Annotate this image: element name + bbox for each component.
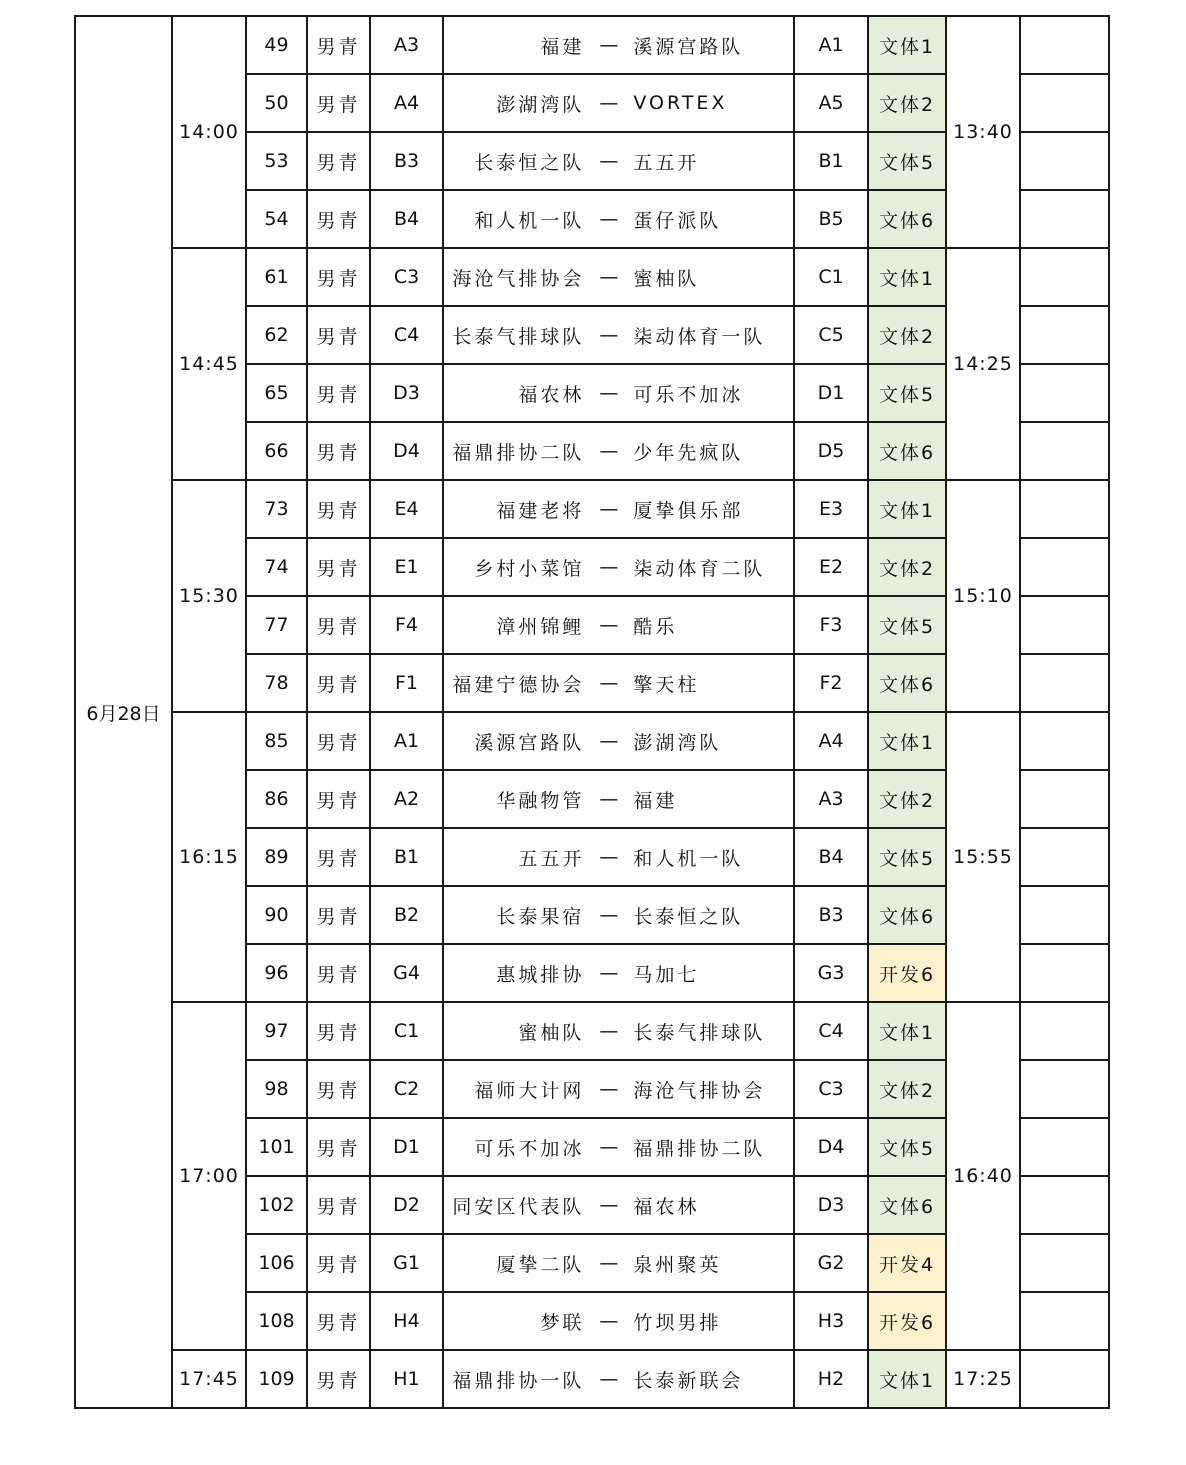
- matchup-cell: [443, 74, 794, 132]
- matchup-cell: [443, 132, 794, 190]
- match-number: 78: [246, 654, 307, 712]
- matchup: [444, 728, 793, 755]
- match-number: 74: [246, 538, 307, 596]
- away-team: 五五开: [633, 151, 700, 174]
- home-team: 梦联: [540, 1311, 585, 1334]
- matchup: [444, 786, 793, 813]
- match-category: 男青: [307, 248, 370, 306]
- home-group-code: D1: [370, 1118, 443, 1176]
- matchup-cell: [443, 886, 794, 944]
- matchup-cell: [443, 1234, 794, 1292]
- venue-cell: 文体2: [868, 770, 946, 828]
- venue-cell: 文体1: [868, 1002, 946, 1060]
- home-team: 五五开: [518, 847, 585, 870]
- match-number: 108: [246, 1292, 307, 1350]
- match-number: 89: [246, 828, 307, 886]
- versus-dash: —: [599, 1368, 619, 1390]
- blank-cell: [1020, 1118, 1109, 1176]
- venue-cell: 文体6: [868, 654, 946, 712]
- versus-dash: —: [599, 788, 619, 810]
- home-group-code: H4: [370, 1292, 443, 1350]
- versus-dash: —: [599, 440, 619, 462]
- home-team: 福建: [540, 35, 585, 58]
- blank-cell: [1020, 828, 1109, 886]
- home-group-code: F4: [370, 596, 443, 654]
- match-category: 男青: [307, 480, 370, 538]
- match-category: 男青: [307, 654, 370, 712]
- away-group-code: G3: [794, 944, 868, 1002]
- matchup-cell: [443, 1176, 794, 1234]
- matchup: [444, 496, 793, 523]
- away-team: 擎天柱: [633, 673, 700, 696]
- match-number: 85: [246, 712, 307, 770]
- matchup-cell: [443, 1060, 794, 1118]
- venue-cell: 文体6: [868, 422, 946, 480]
- match-number: 102: [246, 1176, 307, 1234]
- match-category: 男青: [307, 944, 370, 1002]
- blank-cell: [1020, 248, 1109, 306]
- match-number: 50: [246, 74, 307, 132]
- away-group-code: D4: [794, 1118, 868, 1176]
- blank-cell: [1020, 480, 1109, 538]
- matchup: [444, 612, 793, 639]
- matchup-cell: [443, 248, 794, 306]
- versus-dash: —: [599, 614, 619, 636]
- home-team: 长泰果宿: [496, 905, 585, 928]
- versus-dash: —: [599, 382, 619, 404]
- away-group-code: A4: [794, 712, 868, 770]
- venue-cell: 文体6: [868, 1176, 946, 1234]
- away-team: 泉州聚英: [633, 1253, 722, 1276]
- away-group-code: F3: [794, 596, 868, 654]
- blank-cell: [1020, 132, 1109, 190]
- match-number: 86: [246, 770, 307, 828]
- matchup-cell: [443, 364, 794, 422]
- matchup: [444, 670, 793, 697]
- match-category: 男青: [307, 828, 370, 886]
- table-row: [75, 1350, 1109, 1408]
- venue-cell: 开发4: [868, 1234, 946, 1292]
- match-number: 53: [246, 132, 307, 190]
- matchup-cell: [443, 306, 794, 364]
- away-group-code: A5: [794, 74, 868, 132]
- home-group-code: A2: [370, 770, 443, 828]
- slot-warmup-time: 15:10: [946, 480, 1020, 712]
- home-group-code: E1: [370, 538, 443, 596]
- match-category: 男青: [307, 74, 370, 132]
- matchup-cell: [443, 16, 794, 74]
- home-group-code: D2: [370, 1176, 443, 1234]
- venue-cell: 文体1: [868, 16, 946, 74]
- away-team: 福建: [633, 789, 678, 812]
- blank-cell: [1020, 1060, 1109, 1118]
- home-group-code: A1: [370, 712, 443, 770]
- home-team: 华融物管: [496, 789, 585, 812]
- home-group-code: A4: [370, 74, 443, 132]
- match-category: 男青: [307, 16, 370, 74]
- away-team: 柒动体育二队: [633, 557, 766, 580]
- blank-cell: [1020, 596, 1109, 654]
- table-row: [75, 16, 1109, 74]
- away-team: 酷乐: [633, 615, 678, 638]
- match-category: 男青: [307, 1292, 370, 1350]
- matchup: [444, 32, 793, 59]
- matchup-cell: [443, 712, 794, 770]
- matchup: [444, 1308, 793, 1335]
- home-team: 海沧气排协会: [452, 267, 585, 290]
- away-group-code: H2: [794, 1350, 868, 1408]
- home-team: 福鼎排协一队: [452, 1369, 585, 1392]
- home-group-code: B4: [370, 190, 443, 248]
- match-number: 109: [246, 1350, 307, 1408]
- home-team: 长泰气排球队: [452, 325, 585, 348]
- matchup: [444, 438, 793, 465]
- slot-start-time: 14:00: [172, 16, 246, 248]
- slot-start-time: 14:45: [172, 248, 246, 480]
- matchup: [444, 148, 793, 175]
- matchup: [444, 322, 793, 349]
- away-group-code: H3: [794, 1292, 868, 1350]
- matchup: [444, 90, 793, 117]
- venue-cell: 文体6: [868, 886, 946, 944]
- match-number: 61: [246, 248, 307, 306]
- blank-cell: [1020, 190, 1109, 248]
- blank-cell: [1020, 1002, 1109, 1060]
- match-category: 男青: [307, 770, 370, 828]
- home-team: 漳州锦鲤: [496, 615, 585, 638]
- matchup-cell: [443, 1350, 794, 1408]
- away-team: 少年先疯队: [633, 441, 744, 464]
- away-group-code: A1: [794, 16, 868, 74]
- away-group-code: D3: [794, 1176, 868, 1234]
- away-team: 澎湖湾队: [633, 731, 722, 754]
- away-group-code: B3: [794, 886, 868, 944]
- blank-cell: [1020, 16, 1109, 74]
- match-number: 106: [246, 1234, 307, 1292]
- venue-cell: 文体2: [868, 1060, 946, 1118]
- away-team: 长泰恒之队: [633, 905, 744, 928]
- away-team: 溪源宫路队: [633, 35, 744, 58]
- versus-dash: —: [599, 498, 619, 520]
- match-category: 男青: [307, 422, 370, 480]
- versus-dash: —: [599, 672, 619, 694]
- blank-cell: [1020, 654, 1109, 712]
- matchup-cell: [443, 654, 794, 712]
- away-team: 海沧气排协会: [633, 1079, 766, 1102]
- blank-cell: [1020, 74, 1109, 132]
- venue-cell: 文体1: [868, 1350, 946, 1408]
- home-group-code: D4: [370, 422, 443, 480]
- match-number: 65: [246, 364, 307, 422]
- away-team: 蜜柚队: [633, 267, 700, 290]
- match-category: 男青: [307, 190, 370, 248]
- slot-start-time: 17:45: [172, 1350, 246, 1408]
- home-team: 和人机一队: [474, 209, 585, 232]
- away-team: 蛋仔派队: [633, 209, 722, 232]
- home-group-code: G1: [370, 1234, 443, 1292]
- table-row: [75, 1002, 1109, 1060]
- venue-cell: 文体5: [868, 132, 946, 190]
- venue-cell: 开发6: [868, 1292, 946, 1350]
- match-category: 男青: [307, 1234, 370, 1292]
- venue-cell: 文体2: [868, 74, 946, 132]
- venue-cell: 文体5: [868, 1118, 946, 1176]
- match-category: 男青: [307, 1176, 370, 1234]
- home-group-code: C4: [370, 306, 443, 364]
- home-team: 澎湖湾队: [496, 93, 585, 116]
- match-category: 男青: [307, 1118, 370, 1176]
- slot-warmup-time: 15:55: [946, 712, 1020, 1002]
- blank-cell: [1020, 770, 1109, 828]
- versus-dash: —: [599, 1310, 619, 1332]
- venue-cell: 文体2: [868, 538, 946, 596]
- home-team: 福鼎排协二队: [452, 441, 585, 464]
- blank-cell: [1020, 364, 1109, 422]
- matchup-cell: [443, 1292, 794, 1350]
- matchup: [444, 1134, 793, 1161]
- slot-warmup-time: 14:25: [946, 248, 1020, 480]
- home-group-code: E4: [370, 480, 443, 538]
- home-team: 长泰恒之队: [474, 151, 585, 174]
- matchup: [444, 1076, 793, 1103]
- match-number: 49: [246, 16, 307, 74]
- home-group-code: H1: [370, 1350, 443, 1408]
- venue-cell: 文体6: [868, 190, 946, 248]
- home-team: 厦挚二队: [496, 1253, 585, 1276]
- away-team: 柒动体育一队: [633, 325, 766, 348]
- blank-cell: [1020, 538, 1109, 596]
- matchup-cell: [443, 828, 794, 886]
- away-group-code: C5: [794, 306, 868, 364]
- match-category: 男青: [307, 132, 370, 190]
- matchup: [444, 902, 793, 929]
- blank-cell: [1020, 1292, 1109, 1350]
- slot-warmup-time: 16:40: [946, 1002, 1020, 1350]
- matchup-cell: [443, 538, 794, 596]
- versus-dash: —: [599, 556, 619, 578]
- slot-start-time: 15:30: [172, 480, 246, 712]
- away-team: 和人机一队: [633, 847, 744, 870]
- match-category: 男青: [307, 1350, 370, 1408]
- matchup: [444, 380, 793, 407]
- versus-dash: —: [599, 1194, 619, 1216]
- table-row: [75, 712, 1109, 770]
- match-number: 96: [246, 944, 307, 1002]
- match-category: 男青: [307, 1060, 370, 1118]
- away-group-code: B5: [794, 190, 868, 248]
- venue-cell: 文体5: [868, 828, 946, 886]
- blank-cell: [1020, 306, 1109, 364]
- versus-dash: —: [599, 1078, 619, 1100]
- match-category: 男青: [307, 364, 370, 422]
- away-group-code: A3: [794, 770, 868, 828]
- away-group-code: B4: [794, 828, 868, 886]
- slot-start-time: 17:00: [172, 1002, 246, 1350]
- matchup: [444, 960, 793, 987]
- schedule-table: [74, 15, 1110, 1409]
- match-category: 男青: [307, 538, 370, 596]
- blank-cell: [1020, 944, 1109, 1002]
- home-team: 蜜柚队: [518, 1021, 585, 1044]
- match-number: 66: [246, 422, 307, 480]
- away-team: 长泰新联会: [633, 1369, 744, 1392]
- matchup: [444, 1366, 793, 1393]
- match-category: 男青: [307, 886, 370, 944]
- home-team: 福建宁德协会: [452, 673, 585, 696]
- match-number: 73: [246, 480, 307, 538]
- away-group-code: B1: [794, 132, 868, 190]
- venue-cell: 文体1: [868, 480, 946, 538]
- versus-dash: —: [599, 34, 619, 56]
- home-group-code: B1: [370, 828, 443, 886]
- match-number: 101: [246, 1118, 307, 1176]
- home-team: 溪源宫路队: [474, 731, 585, 754]
- home-group-code: B3: [370, 132, 443, 190]
- blank-cell: [1020, 886, 1109, 944]
- away-team: 厦挚俱乐部: [633, 499, 744, 522]
- away-team: 长泰气排球队: [633, 1021, 766, 1044]
- home-team: 同安区代表队: [452, 1195, 585, 1218]
- versus-dash: —: [599, 1252, 619, 1274]
- home-team: 福农林: [518, 383, 585, 406]
- versus-dash: —: [599, 150, 619, 172]
- schedule-body: [75, 16, 1109, 1408]
- versus-dash: —: [599, 266, 619, 288]
- slot-warmup-time: 13:40: [946, 16, 1020, 248]
- matchup: [444, 206, 793, 233]
- matchup-cell: [443, 422, 794, 480]
- home-group-code: C1: [370, 1002, 443, 1060]
- away-group-code: C4: [794, 1002, 868, 1060]
- home-team: 惠城排协: [496, 963, 585, 986]
- home-group-code: D3: [370, 364, 443, 422]
- matchup: [444, 1018, 793, 1045]
- match-number: 98: [246, 1060, 307, 1118]
- slot-warmup-time: 17:25: [946, 1350, 1020, 1408]
- slot-start-time: 16:15: [172, 712, 246, 1002]
- versus-dash: —: [599, 1020, 619, 1042]
- matchup-cell: [443, 1118, 794, 1176]
- away-group-code: E2: [794, 538, 868, 596]
- away-team: 竹坝男排: [633, 1311, 722, 1334]
- match-number: 97: [246, 1002, 307, 1060]
- matchup: [444, 1250, 793, 1277]
- matchup-cell: [443, 944, 794, 1002]
- away-group-code: D1: [794, 364, 868, 422]
- home-team: 福师大计网: [474, 1079, 585, 1102]
- venue-cell: 开发6: [868, 944, 946, 1002]
- away-team: 可乐不加冰: [633, 383, 744, 406]
- match-number: 62: [246, 306, 307, 364]
- home-group-code: F1: [370, 654, 443, 712]
- versus-dash: —: [599, 1136, 619, 1158]
- versus-dash: —: [599, 208, 619, 230]
- venue-cell: 文体1: [868, 712, 946, 770]
- away-group-code: F2: [794, 654, 868, 712]
- away-team: 福农林: [633, 1195, 700, 1218]
- blank-cell: [1020, 712, 1109, 770]
- match-category: 男青: [307, 596, 370, 654]
- home-team: 乡村小菜馆: [474, 557, 585, 580]
- away-group-code: C3: [794, 1060, 868, 1118]
- matchup-cell: [443, 190, 794, 248]
- matchup-cell: [443, 770, 794, 828]
- away-team: 福鼎排协二队: [633, 1137, 766, 1160]
- home-group-code: C2: [370, 1060, 443, 1118]
- blank-cell: [1020, 1234, 1109, 1292]
- venue-cell: 文体5: [868, 364, 946, 422]
- matchup-cell: [443, 1002, 794, 1060]
- away-team: VORTEX: [633, 92, 728, 114]
- match-category: 男青: [307, 712, 370, 770]
- away-group-code: C1: [794, 248, 868, 306]
- match-category: 男青: [307, 306, 370, 364]
- versus-dash: —: [599, 92, 619, 114]
- blank-cell: [1020, 422, 1109, 480]
- versus-dash: —: [599, 324, 619, 346]
- away-group-code: E3: [794, 480, 868, 538]
- match-category: 男青: [307, 1002, 370, 1060]
- versus-dash: —: [599, 730, 619, 752]
- versus-dash: —: [599, 846, 619, 868]
- venue-cell: 文体5: [868, 596, 946, 654]
- venue-cell: 文体1: [868, 248, 946, 306]
- away-group-code: D5: [794, 422, 868, 480]
- home-group-code: G4: [370, 944, 443, 1002]
- home-team: 福建老将: [496, 499, 585, 522]
- home-team: 可乐不加冰: [474, 1137, 585, 1160]
- away-group-code: G2: [794, 1234, 868, 1292]
- match-number: 54: [246, 190, 307, 248]
- matchup: [444, 1192, 793, 1219]
- match-number: 77: [246, 596, 307, 654]
- table-row: [75, 480, 1109, 538]
- matchup: [444, 554, 793, 581]
- venue-cell: 文体2: [868, 306, 946, 364]
- home-group-code: B2: [370, 886, 443, 944]
- versus-dash: —: [599, 904, 619, 926]
- home-group-code: A3: [370, 16, 443, 74]
- match-number: 90: [246, 886, 307, 944]
- match-date: 6月28日: [75, 16, 172, 1408]
- away-team: 马加七: [633, 963, 700, 986]
- matchup-cell: [443, 480, 794, 538]
- matchup: [444, 264, 793, 291]
- matchup-cell: [443, 596, 794, 654]
- home-group-code: C3: [370, 248, 443, 306]
- table-row: [75, 248, 1109, 306]
- blank-cell: [1020, 1350, 1109, 1408]
- versus-dash: —: [599, 962, 619, 984]
- matchup: [444, 844, 793, 871]
- blank-cell: [1020, 1176, 1109, 1234]
